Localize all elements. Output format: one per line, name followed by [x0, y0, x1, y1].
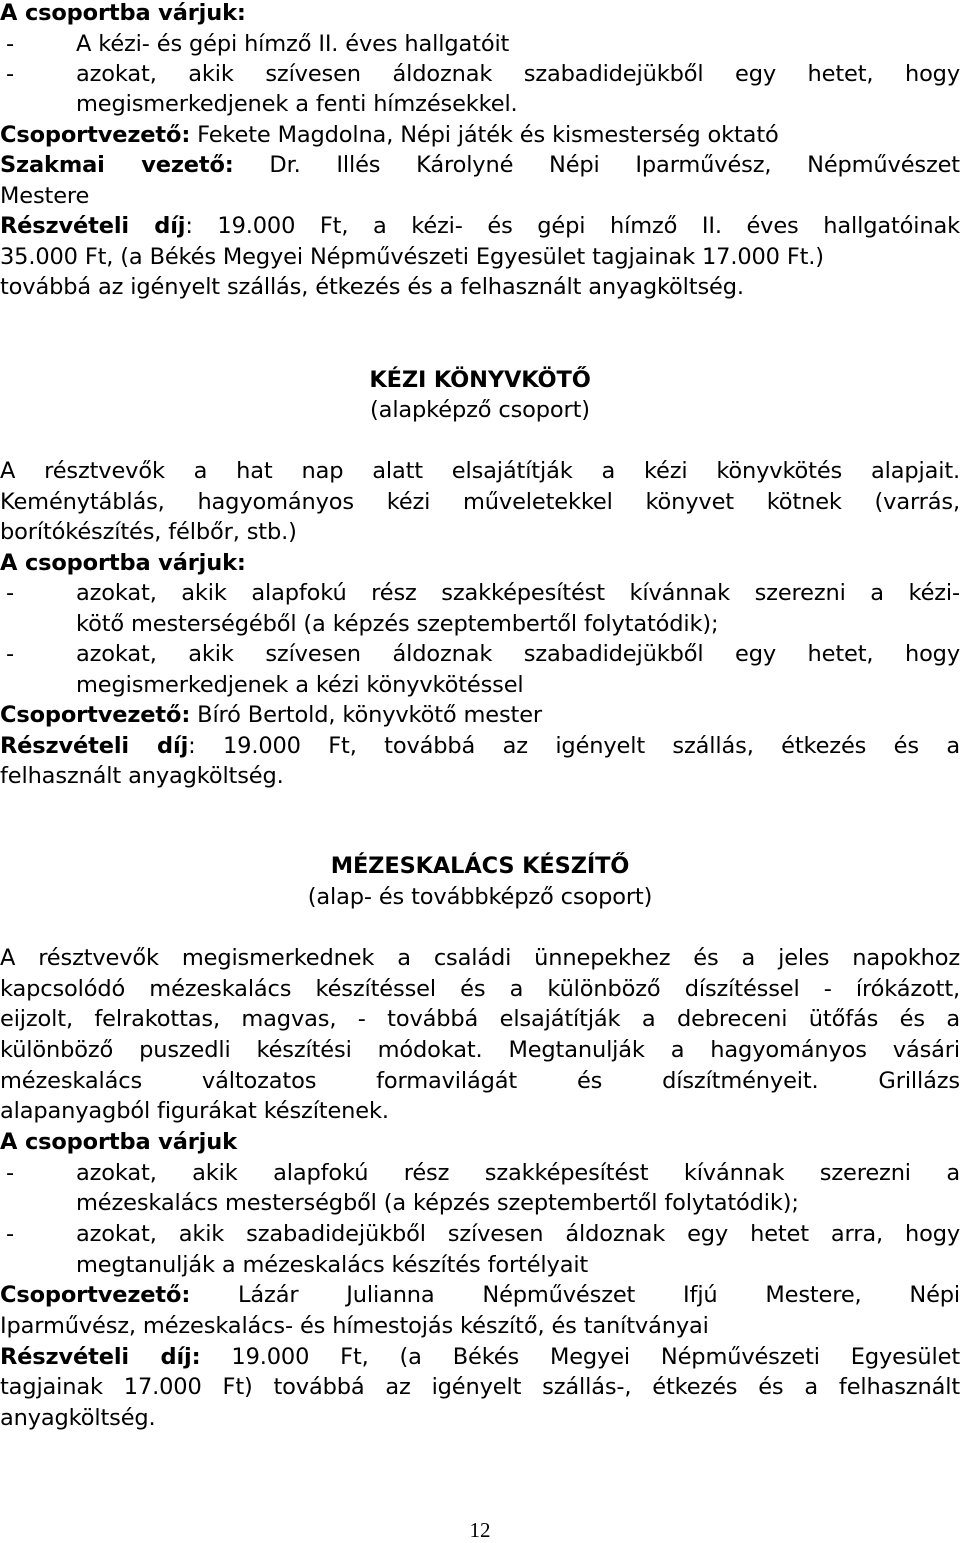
list-item	[6, 1158, 960, 1189]
list-item-text: A kézi- és gépi hímző II. éves hallgatóit	[76, 31, 510, 57]
expert-leader-continuation: Mestere	[0, 183, 90, 209]
list-dash: -	[6, 61, 14, 87]
list-item-continuation: mézeskalács mesterségből (a képzés szeptembertől folytatódik);	[76, 1190, 799, 1216]
group-leader-label: Csoportvezető:	[0, 122, 191, 148]
description-line: különböző puszedli készítési módokat. Megtanulják a hagyományos vásári	[0, 1037, 960, 1063]
list-item	[6, 59, 960, 90]
list-item-continuation: kötő mesterségéből (a képzés szeptembertől folytatódik);	[76, 611, 719, 637]
group-leader-line	[0, 700, 960, 731]
fee-continuation: anyagköltség.	[0, 1405, 156, 1431]
description-line: A résztvevők megismerkednek a családi ünnepekhez és a jeles napokhoz	[0, 945, 960, 971]
expert-leader-label: Szakmai vezető:	[0, 152, 234, 178]
list-item-continuation: megismerkedjenek a kézi könyvkötéssel	[76, 672, 524, 698]
group-leader-label: Csoportvezető:	[0, 702, 191, 728]
list-item-text: azokat, akik szívesen áldoznak szabadidejükből egy hetet, hogy	[76, 61, 960, 87]
list-dash: -	[6, 31, 14, 57]
fee-continuation: tagjainak 17.000 Ft) továbbá az igényelt szállás-, étkezés és a felhasznált	[0, 1374, 960, 1400]
list-item	[6, 29, 960, 60]
list-item	[6, 639, 960, 670]
group-leader-value: Bíró Bertold, könyvkötő mester	[190, 702, 543, 728]
fee-line	[0, 211, 960, 242]
fee-continuation: felhasznált anyagköltség.	[0, 763, 284, 789]
description-line: borítókészítés, félbőr, stb.)	[0, 519, 297, 545]
group-leader-continuation: Iparművész, mézeskalács- és hímestojás készítő, és tanítványai	[0, 1313, 709, 1339]
list-item-continuation: megtanulják a mézeskalács készítés fortélyait	[76, 1252, 589, 1278]
list-dash: -	[6, 580, 14, 606]
list-item	[6, 578, 960, 609]
section-title-mezeskalacs: MÉZESKALÁCS KÉSZÍTŐ	[330, 853, 630, 879]
section-subtitle-mezeskalacs: (alap- és továbbképző csoport)	[307, 884, 653, 910]
description-line: Keménytáblás, hagyományos kézi műveletekkel könyvet kötnek (varrás,	[0, 489, 960, 515]
fee-value: : 19.000 Ft, a kézi- és gépi hímző II. éves hallgatóinak	[185, 213, 960, 239]
list-item	[6, 1219, 960, 1250]
description-line: alapanyagból figurákat készítenek.	[0, 1098, 389, 1124]
group-leader-value: Lázár Julianna Népművészet Ifjú Mestere, Népi	[190, 1282, 960, 1308]
section-subtitle-konyvkoto: (alapképző csoport)	[370, 397, 590, 423]
expert-leader-value: Dr. Illés Károlyné Népi Iparművész, Népművészet	[233, 152, 960, 178]
description-line: eijzolt, felrakottas, magvas, - továbbá elsajátítják a debreceni ütőfás és a	[0, 1006, 960, 1032]
expert-leader-line	[0, 150, 960, 181]
group-leader-line	[0, 1280, 960, 1311]
list-dash: -	[6, 1160, 14, 1186]
list-item-text: azokat, akik szívesen áldoznak szabadidejükből egy hetet, hogy	[76, 641, 960, 667]
fee-label: Részvételi díj:	[0, 1344, 201, 1370]
list-item-continuation: megismerkedjenek a fenti hímzésekkel.	[76, 91, 518, 117]
description-line: kapcsolódó mézeskalács készítéssel és a különböző díszítéssel - írókázott,	[0, 976, 960, 1002]
group-leader-label: Csoportvezető:	[0, 1282, 191, 1308]
description-line: A résztvevők a hat nap alatt elsajátítják a kézi könyvkötés alapjait.	[0, 458, 960, 484]
list-item-text: azokat, akik alapfokú rész szakképesítést kívánnak szerezni a kézi-	[76, 580, 960, 606]
fee-line	[0, 731, 960, 762]
fee-continuation: 35.000 Ft, (a Békés Megyei Népművészeti Egyesület tagjainak 17.000 Ft.)	[0, 244, 824, 270]
fee-label: Részvételi díj	[0, 733, 189, 759]
fee-value: 19.000 Ft, (a Békés Megyei Népművészeti Egyesület	[200, 1344, 960, 1370]
fee-continuation: továbbá az igényelt szállás, étkezés és a felhasznált anyagköltség.	[0, 274, 744, 300]
audience-heading: A csoportba várjuk:	[0, 550, 246, 576]
description-line: mézeskalács változatos formavilágát és díszítményeit. Grillázs	[0, 1068, 960, 1094]
audience-heading: A csoportba várjuk:	[0, 0, 246, 26]
list-item-text: azokat, akik alapfokú rész szakképesítést kívánnak szerezni a	[76, 1160, 960, 1186]
fee-line	[0, 1342, 960, 1373]
page-number: 12	[469, 1518, 491, 1542]
group-leader-line	[0, 120, 960, 151]
list-dash: -	[6, 641, 14, 667]
group-leader-value: Fekete Magdolna, Népi játék és kismesterség oktató	[190, 122, 779, 148]
audience-heading: A csoportba várjuk	[0, 1129, 237, 1155]
section-title-konyvkoto: KÉZI KÖNYVKÖTŐ	[369, 367, 591, 393]
fee-value: : 19.000 Ft, továbbá az igényelt szállás, étkezés és a	[188, 733, 960, 759]
fee-label: Részvételi díj	[0, 213, 186, 239]
list-dash: -	[6, 1221, 14, 1247]
list-item-text: azokat, akik szabadidejükből szívesen áldoznak egy hetet arra, hogy	[76, 1221, 960, 1247]
